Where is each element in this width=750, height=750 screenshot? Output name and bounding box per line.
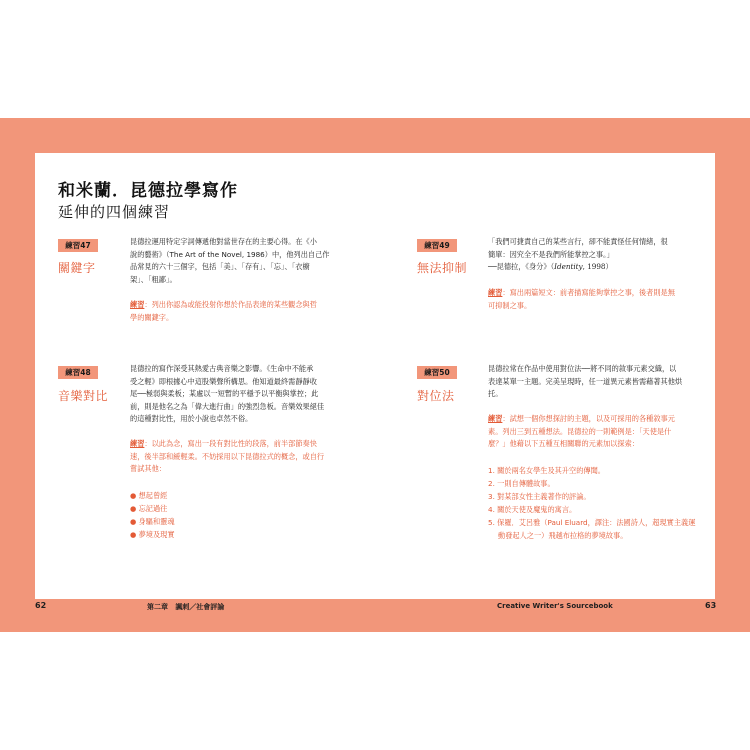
exercise-47-label: 關鍵字 (58, 261, 96, 275)
left-running-footer: 第二章 諷刺／社會評論 (147, 603, 225, 611)
right-running-footer: Creative Writer's Sourcebook (497, 602, 613, 610)
exercise-48-badge: 練習48 (58, 366, 98, 379)
list-item: ● 身驅和靈魂 (130, 517, 175, 526)
exercise-50-label: 對位法 (417, 389, 455, 403)
list-item: ● 忘記過往 (130, 504, 168, 513)
list-item: 2. 一則自傳體故事。 (488, 479, 555, 488)
list-item: 4. 關於天使及魔鬼的寓言。 (488, 505, 577, 514)
list-item: ● 夢境及現實 (130, 530, 175, 539)
quote-source: ──昆德拉，《身分》（Identity, 1998） (488, 262, 613, 271)
exercise-49-label: 無法抑制 (417, 261, 468, 275)
exercise-47-body: 昆德拉運用特定字詞傳遞他對當世存在的主要心得。在《小 說的藝術》（The Art of the Novel, 1986）中，他列出自己作 品常見的六十三個字，包括「美」、「存有」、「忘」、「衣櫥 架」、「粗鄙」。 (130, 237, 330, 284)
list-item: 3. 對某部女性主義著作的評論。 (488, 492, 591, 501)
exercise-49-quote: 「我們可捷責自己的某些言行，卻不能責怪任何情緒，很 簡單：因究全不是我們所能掌控之事。」 ──昆德拉，《身分》（Identity, 1998） (488, 236, 706, 274)
list-item: ● 想起曾經 (130, 491, 168, 500)
left-page-number: 62 (35, 601, 47, 610)
exercise-50-badge: 練習50 (417, 366, 457, 379)
exercise-47-badge: 練習47 (58, 239, 98, 252)
exercise-50-body: 昆德拉常在作品中使用對位法──將不同的敘事元素交織，以 表達某單一主題。完美呈現時，任一道異元素皆需藉著其他烘 托。 (488, 364, 683, 398)
page-subtitle: 延伸的四個練習 (58, 203, 171, 221)
exercise-48-practice: 練習：以此為念，寫出一段有對比性的段落，前半部節奏快 速，後半部和緩輕柔。不妨採用以下昆德拉式的概念，或自行 嘗試其他： (130, 439, 325, 473)
list-item: 1. 關於兩名女學生及其升空的傳聞。 (488, 466, 605, 475)
exercise-49-practice: 練習：寫出兩篇短文：前者描寫能夠掌控之事，後者則是無 可抑制之事。 (488, 288, 675, 310)
exercise-48-list (130, 489, 175, 541)
exercise-49-badge: 練習49 (417, 239, 457, 252)
exercise-48-body: 昆德拉的寫作深受其熱愛古典音樂之影響。《生命中不能承 受之輕》即根據心中這股樂聲所構思。他知道最終需靜靜收 尾──極弱與柔板；某處以一短暫的平穩予以平衡與掌控；此 前，則是他名之為「偉大進行曲」的強烈急板。音樂效果絕佳 的這種對比性，用於小說也卓然不俗。 (130, 364, 325, 423)
right-page-number: 63 (705, 601, 717, 610)
list-item: 5. 保羅．艾呂雅（Paul Eluard，譯注：法國詩人，超現實主義運 動發起人之一）飛越布拉格的夢境故事。 (488, 518, 696, 540)
exercise-47-practice: 練習：列出你認為或能投射你想於作品表達的某些觀念與哲 學的關鍵字。 (130, 300, 317, 322)
page-title: 和米蘭．昆德拉學寫作 (58, 181, 238, 201)
exercise-50-list (488, 464, 706, 542)
exercise-50-practice: 練習：試想一個你想探討的主題，以及可採用的各種敘事元 素。列出三到五種想法。昆德拉的一則範例是：「天使是什 麼？」他藉以下五種互相關聯的元素加以探索： (488, 414, 675, 448)
exercise-48-label: 音樂對比 (58, 389, 109, 403)
